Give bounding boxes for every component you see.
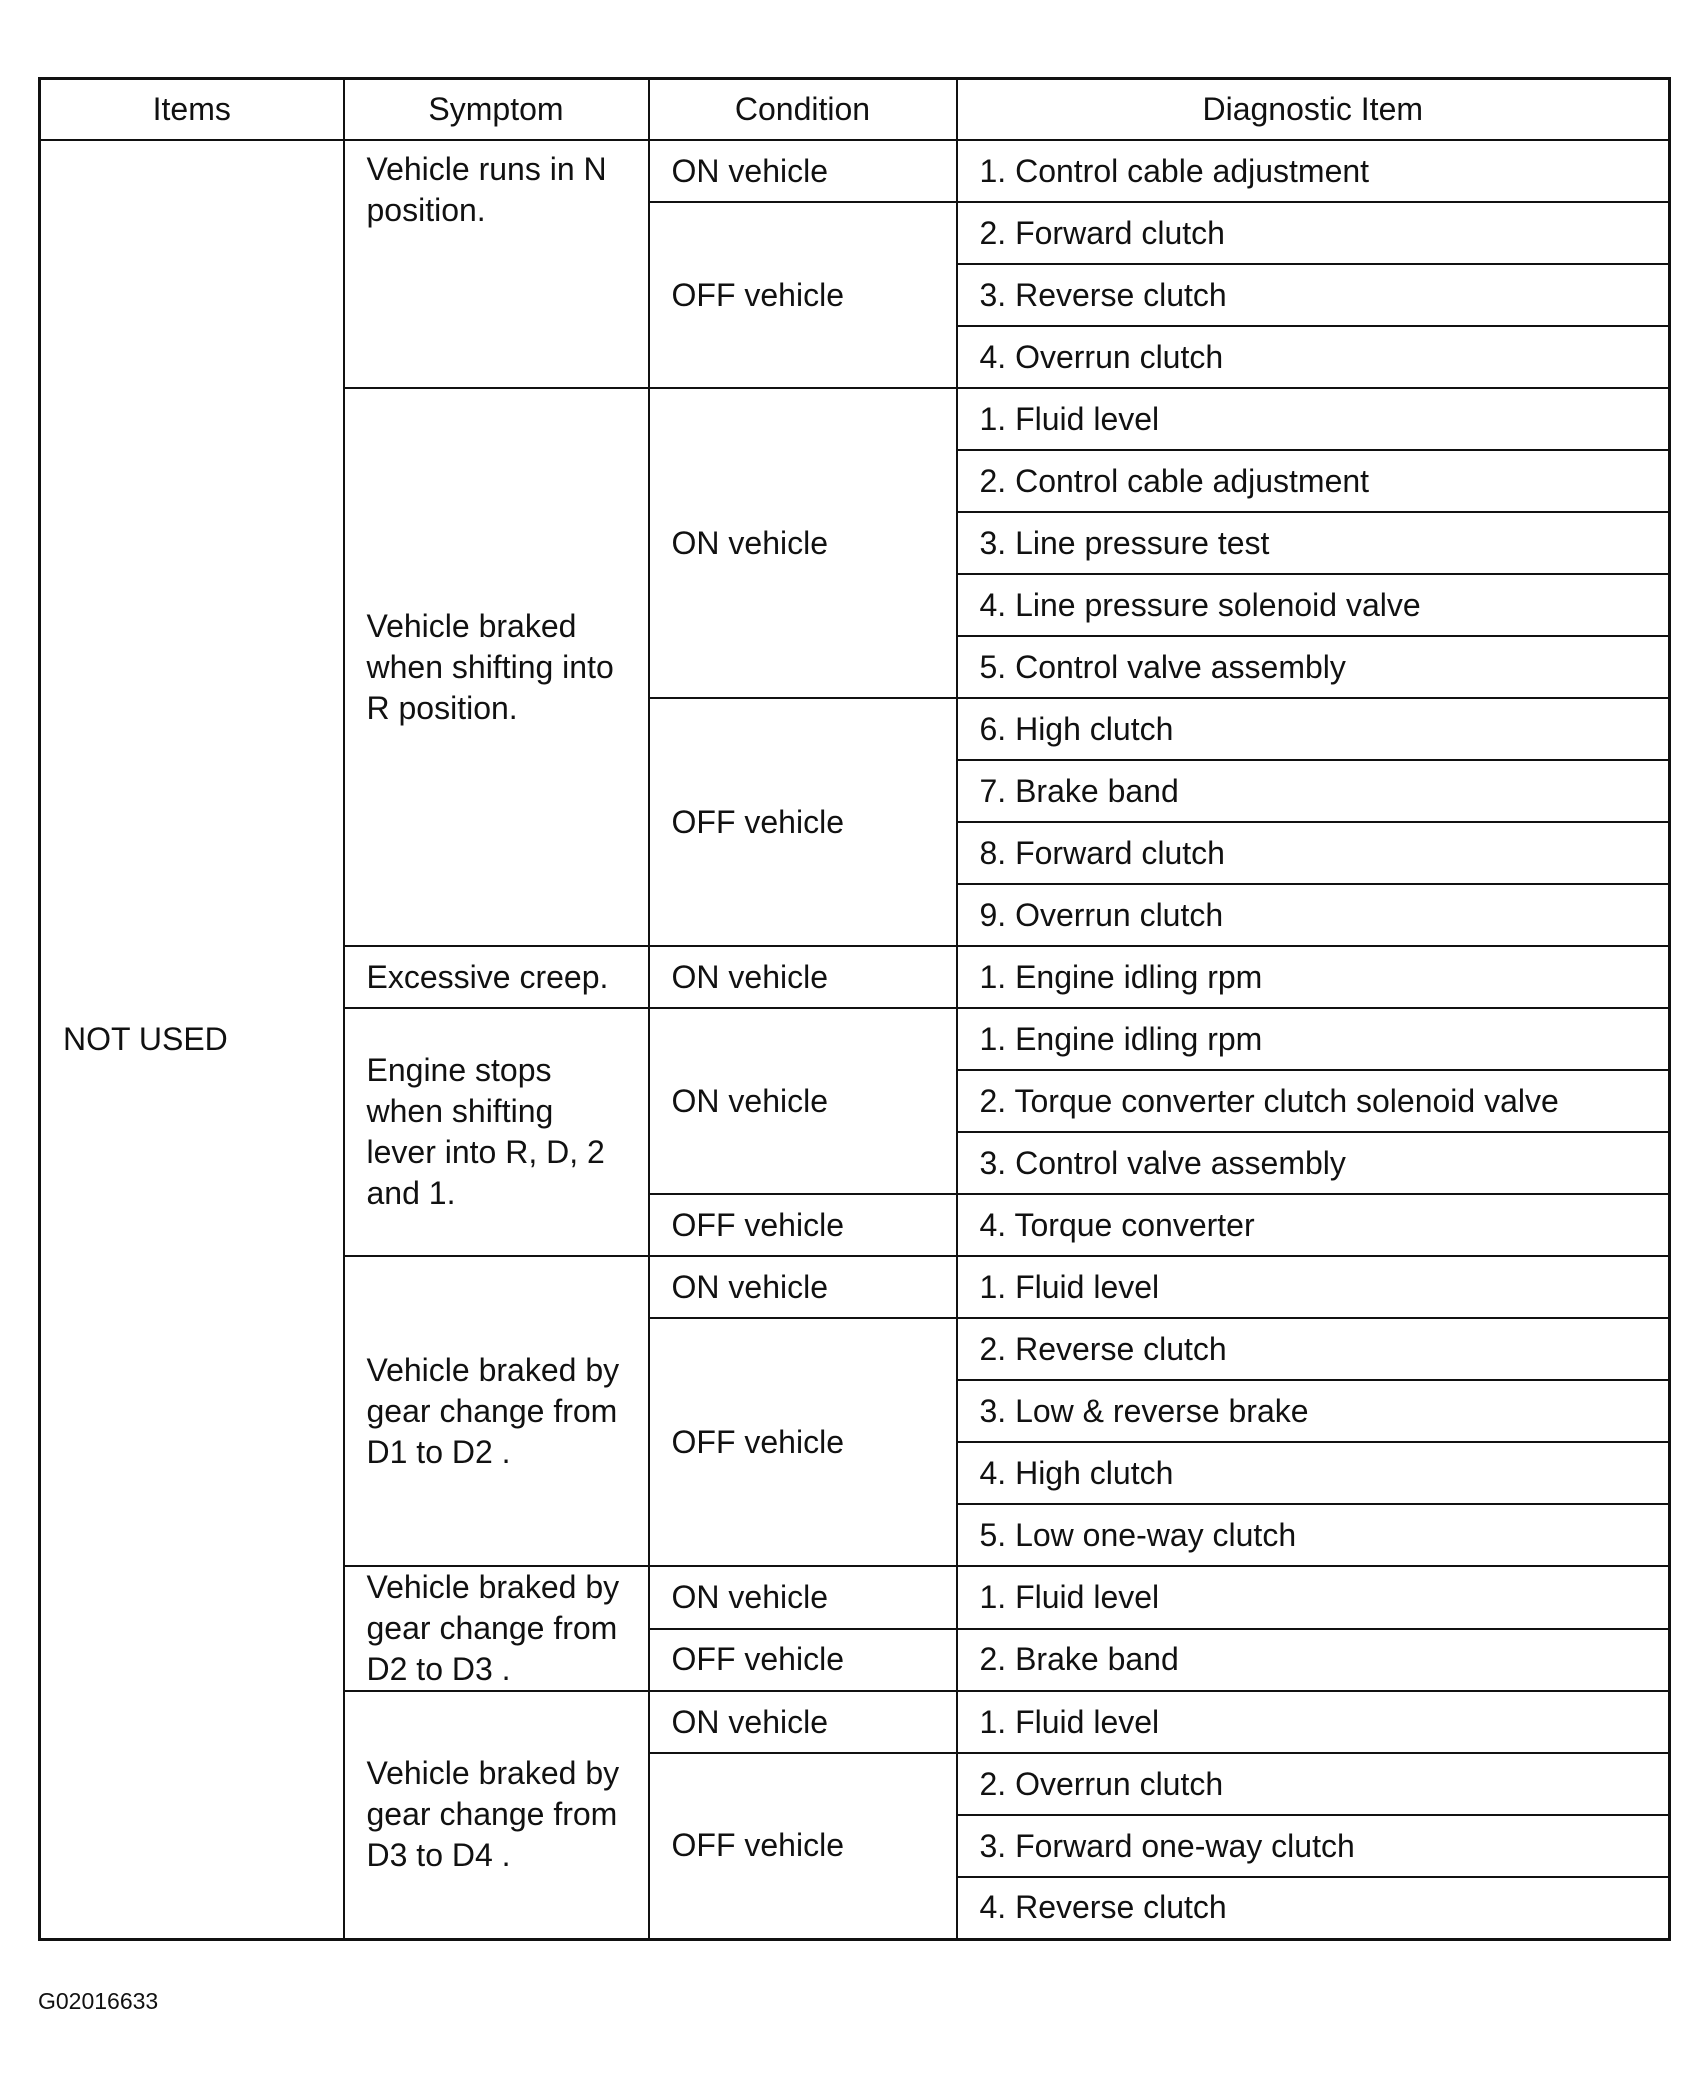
diagnostic-item-cell: 5. Low one-way clutch [957,1504,1670,1566]
condition-cell: ON vehicle [649,140,957,202]
condition-cell: OFF vehicle [649,698,957,946]
symptom-cell: Vehicle braked when shifting into R position. [344,388,649,946]
condition-cell: OFF vehicle [649,202,957,388]
symptom-cell: Vehicle runs in N position. [344,140,649,388]
column-header-symptom: Symptom [344,79,649,141]
diagnostic-item-cell: 8. Forward clutch [957,822,1670,884]
condition-cell: ON vehicle [649,388,957,698]
condition-cell: ON vehicle [649,1691,957,1753]
column-header-items: Items [40,79,344,141]
table-body [40,140,1670,1939]
diagnostic-item-cell: 1. Control cable adjustment [957,140,1670,202]
condition-cell: OFF vehicle [649,1194,957,1256]
condition-cell: ON vehicle [649,1566,957,1629]
symptom-cell: Excessive creep. [344,946,649,1008]
diagnostic-item-cell: 1. Fluid level [957,1256,1670,1318]
diagnostic-item-cell: 4. Line pressure solenoid valve [957,574,1670,636]
diagnostic-item-cell: 3. Reverse clutch [957,264,1670,326]
condition-cell: ON vehicle [649,1008,957,1194]
diagnostic-item-cell: 1. Fluid level [957,1566,1670,1629]
symptom-cell: Vehicle braked by gear change from D1 to D2 . [344,1256,649,1566]
diagnostic-item-cell: 2. Reverse clutch [957,1318,1670,1380]
diagnostic-item-cell: 4. Reverse clutch [957,1877,1670,1939]
diagnostic-item-cell: 3. Control valve assembly [957,1132,1670,1194]
diagnostic-item-cell: 3. Forward one-way clutch [957,1815,1670,1877]
diagnostic-item-cell: 1. Engine idling rpm [957,946,1670,1008]
table-row [40,140,1670,202]
diagnostic-item-cell: 1. Engine idling rpm [957,1008,1670,1070]
symptom-cell: Vehicle braked by gear change from D3 to D4 . [344,1691,649,1939]
column-header-diagnostic-item: Diagnostic Item [957,79,1670,141]
diagnostic-item-cell: 3. Line pressure test [957,512,1670,574]
diagnostic-item-cell: 9. Overrun clutch [957,884,1670,946]
diagnostic-item-cell: 2. Control cable adjustment [957,450,1670,512]
items-cell: NOT USED [40,140,344,1939]
table-header-row [40,79,1670,141]
condition-cell: ON vehicle [649,946,957,1008]
symptom-cell: Engine stops when shifting lever into R, D, 2 and 1. [344,1008,649,1256]
condition-cell: OFF vehicle [649,1753,957,1939]
diagnostic-item-cell: 5. Control valve assembly [957,636,1670,698]
diagnostic-item-cell: 7. Brake band [957,760,1670,822]
condition-cell: ON vehicle [649,1256,957,1318]
diagnostic-table [38,77,1671,1941]
diagnostic-item-cell: 1. Fluid level [957,388,1670,450]
condition-cell: OFF vehicle [649,1318,957,1566]
diagnostic-item-cell: 1. Fluid level [957,1691,1670,1753]
diagnostic-item-cell: 2. Forward clutch [957,202,1670,264]
diagnostic-item-cell: 4. Overrun clutch [957,326,1670,388]
diagnostic-item-cell: 6. High clutch [957,698,1670,760]
diagnostic-item-cell: 4. Torque converter [957,1194,1670,1256]
figure-id: G02016633 [38,1988,159,2014]
column-header-condition: Condition [649,79,957,141]
diagnostic-item-cell: 2. Overrun clutch [957,1753,1670,1815]
condition-cell: OFF vehicle [649,1629,957,1692]
diagnostic-item-cell: 2. Brake band [957,1629,1670,1692]
diagnostic-item-cell: 2. Torque converter clutch solenoid valve [957,1070,1670,1132]
diagnostic-item-cell: 4. High clutch [957,1442,1670,1504]
diagnostic-item-cell: 3. Low & reverse brake [957,1380,1670,1442]
symptom-cell: Vehicle braked by gear change from D2 to D3 . [344,1566,649,1691]
